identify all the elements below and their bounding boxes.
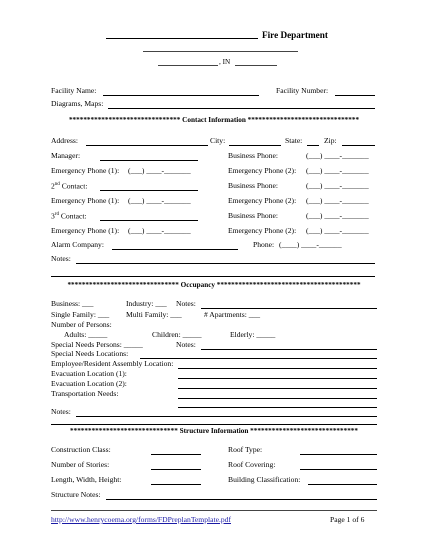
facility-number-field[interactable] bbox=[335, 95, 375, 96]
occupancy-heading: ******************************* Occupancy **************************************** bbox=[67, 282, 361, 289]
state-label: State: bbox=[285, 136, 303, 145]
third-contact-label: 3rd Contact: bbox=[51, 211, 87, 221]
special-needs-persons-field[interactable]: Special Needs Persons: _____ bbox=[51, 340, 143, 349]
multi-family-field[interactable]: Multi Family: ___ bbox=[126, 310, 182, 319]
city-field[interactable] bbox=[229, 145, 281, 146]
third-business-phone-field[interactable]: (___) ____-_______ bbox=[306, 211, 369, 220]
facility-number-label: Facility Number: bbox=[276, 86, 329, 95]
lwh-field[interactable] bbox=[151, 484, 201, 485]
occupancy-notes-label: Notes: bbox=[176, 299, 196, 308]
occupancy-notes3-field-2[interactable] bbox=[51, 424, 377, 425]
second-emergency-1-label: Emergency Phone (1): bbox=[51, 196, 120, 205]
contact-heading: ******************************* Contact Information ******************************* bbox=[68, 117, 360, 124]
special-needs-notes-field[interactable] bbox=[201, 349, 377, 350]
roof-type-field[interactable] bbox=[300, 454, 377, 455]
evac-location-2-label: Evacuation Location (2): bbox=[51, 379, 127, 388]
number-of-persons-label: Number of Persons: bbox=[51, 320, 112, 329]
transportation-needs-label: Transportation Needs: bbox=[51, 389, 119, 398]
state-text: , IN bbox=[219, 58, 231, 66]
second-contact-label: 2nd Contact: bbox=[51, 181, 88, 191]
page-number: Page 1 of 6 bbox=[330, 515, 365, 524]
footer-rule bbox=[51, 510, 377, 511]
alarm-phone-label: Phone: bbox=[253, 240, 275, 249]
elderly-field[interactable]: Elderly: _____ bbox=[230, 330, 276, 339]
special-needs-locations-field[interactable] bbox=[140, 358, 377, 359]
second-emergency-2-label: Emergency Phone (2): bbox=[228, 196, 297, 205]
occupancy-notes-field[interactable] bbox=[201, 308, 377, 309]
adults-field[interactable]: Adults: _____ bbox=[64, 330, 108, 339]
emergency-phone-1-field[interactable]: (___) ____-_______ bbox=[128, 166, 191, 175]
third-emergency-1-label: Emergency Phone (1): bbox=[51, 226, 120, 235]
emergency-phone-2-field[interactable]: (___) ____-_______ bbox=[306, 166, 369, 175]
apartments-field[interactable]: # Apartments: ___ bbox=[204, 310, 261, 319]
second-emergency-2-field[interactable]: (___) ____-_______ bbox=[306, 196, 369, 205]
building-class-label: Building Classification: bbox=[228, 475, 301, 484]
facility-name-field[interactable] bbox=[103, 95, 259, 96]
third-emergency-2-label: Emergency Phone (2): bbox=[228, 226, 297, 235]
zip-field[interactable] bbox=[342, 145, 375, 146]
department-name-line[interactable] bbox=[106, 38, 258, 39]
address-line[interactable] bbox=[143, 51, 298, 52]
city-label: City: bbox=[210, 136, 226, 145]
manager-field[interactable] bbox=[100, 160, 198, 161]
third-emergency-1-field[interactable]: (___) ____-_______ bbox=[128, 226, 191, 235]
evac-location-1-label: Evacuation Location (1): bbox=[51, 369, 127, 378]
structure-notes-label: Structure Notes: bbox=[51, 490, 101, 499]
occupancy-notes3-field[interactable] bbox=[76, 416, 377, 417]
address-field[interactable] bbox=[86, 145, 208, 146]
roof-covering-field[interactable] bbox=[300, 469, 377, 470]
construction-class-field[interactable] bbox=[151, 454, 201, 455]
building-class-field[interactable] bbox=[308, 484, 377, 485]
manager-label: Manager: bbox=[51, 151, 81, 160]
manager-business-phone-field[interactable]: (___) ____-_______ bbox=[306, 151, 369, 160]
evac-location-2-field[interactable] bbox=[178, 388, 377, 389]
second-contact-field[interactable] bbox=[100, 190, 198, 191]
stories-field[interactable] bbox=[151, 469, 201, 470]
footer-url-link[interactable]: http://www.henrycoema.org/forms/FDPreplanTemplate.pdf bbox=[51, 515, 231, 524]
second-emergency-1-field[interactable]: (___) ____-_______ bbox=[128, 196, 191, 205]
structure-heading: ****************************** Structure Information ****************************** bbox=[70, 428, 358, 435]
lwh-label: Length, Width, Height: bbox=[51, 475, 122, 484]
contact-notes-label: Notes: bbox=[51, 254, 71, 263]
transportation-needs-field[interactable] bbox=[178, 398, 377, 399]
emergency-phone-2-label: Emergency Phone (2): bbox=[228, 166, 297, 175]
transportation-needs-field-2[interactable] bbox=[178, 407, 377, 408]
structure-notes-field[interactable] bbox=[106, 499, 377, 500]
address-label: Address: bbox=[51, 136, 78, 145]
contact-notes-line-2[interactable] bbox=[51, 276, 375, 277]
children-field[interactable]: Children: _____ bbox=[152, 330, 202, 339]
third-contact-field[interactable] bbox=[100, 220, 198, 221]
alarm-company-label: Alarm Company: bbox=[51, 240, 104, 249]
second-business-phone-field[interactable]: (___) ____-_______ bbox=[306, 181, 369, 190]
business-field[interactable]: Business: ___ bbox=[51, 299, 94, 308]
occupancy-notes3-label: Notes: bbox=[51, 407, 71, 416]
third-emergency-2-field[interactable]: (___) ____-_______ bbox=[306, 226, 369, 235]
emergency-phone-1-label: Emergency Phone (1): bbox=[51, 166, 120, 175]
single-family-field[interactable]: Single Family: ___ bbox=[51, 310, 110, 319]
industry-field[interactable]: Industry: ___ bbox=[126, 299, 167, 308]
zip-line[interactable] bbox=[235, 65, 277, 66]
alarm-phone-field[interactable]: (____) ____-______ bbox=[279, 240, 342, 249]
second-business-phone-label: Business Phone: bbox=[228, 181, 278, 190]
manager-business-phone-label: Business Phone: bbox=[228, 151, 278, 160]
assembly-location-field[interactable] bbox=[178, 368, 377, 369]
evac-location-1-field[interactable] bbox=[178, 378, 377, 379]
department-title: Fire Department bbox=[262, 30, 328, 40]
contact-notes-line-1[interactable] bbox=[76, 263, 375, 264]
special-needs-locations-label: Special Needs Locations: bbox=[51, 349, 129, 358]
diagrams-label: Diagrams, Maps: bbox=[51, 99, 104, 108]
special-needs-notes-label: Notes: bbox=[176, 340, 196, 349]
diagrams-field[interactable] bbox=[108, 108, 375, 109]
construction-class-label: Construction Class: bbox=[51, 445, 111, 454]
state-field[interactable] bbox=[307, 145, 319, 146]
assembly-location-label: Employee/Resident Assembly Location: bbox=[51, 359, 174, 368]
zip-label: Zip: bbox=[324, 136, 337, 145]
facility-name-label: Facility Name: bbox=[51, 86, 97, 95]
roof-type-label: Roof Type: bbox=[228, 445, 263, 454]
third-business-phone-label: Business Phone: bbox=[228, 211, 278, 220]
city-line[interactable] bbox=[158, 65, 218, 66]
stories-label: Number of Stories: bbox=[51, 460, 110, 469]
roof-covering-label: Roof Covering: bbox=[228, 460, 276, 469]
alarm-company-field[interactable] bbox=[112, 249, 238, 250]
